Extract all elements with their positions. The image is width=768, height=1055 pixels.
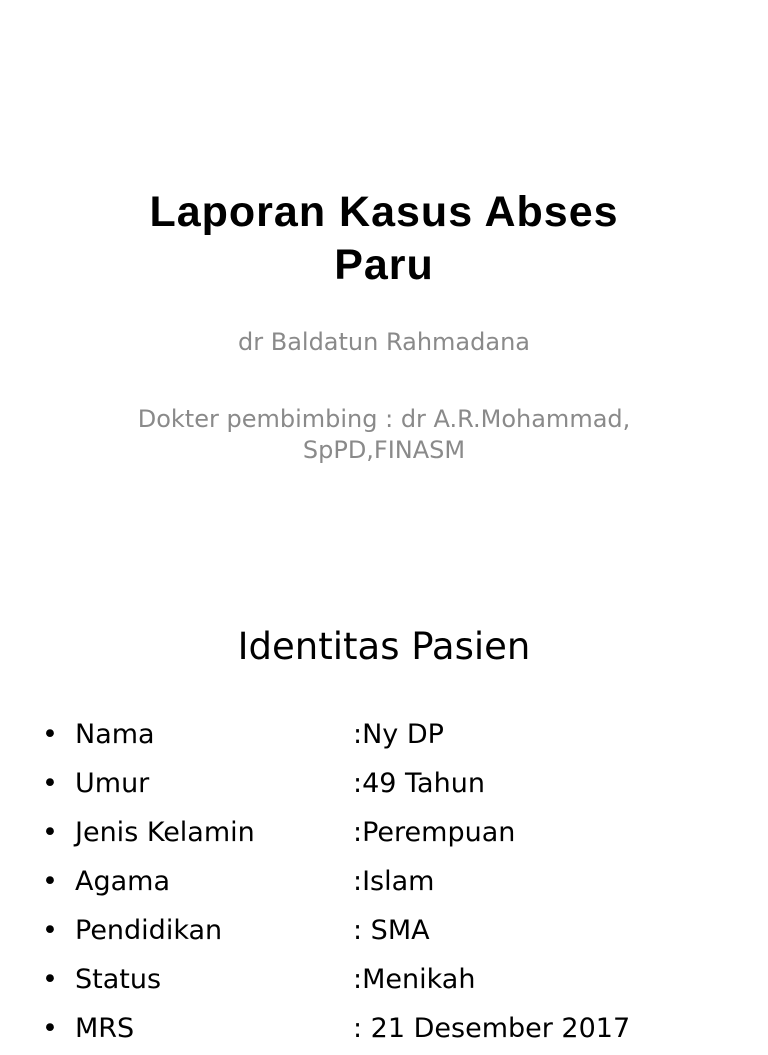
field-value: : SMA <box>353 915 430 946</box>
supervisor-text <box>90 404 678 466</box>
field-label: Pendidikan <box>75 915 223 946</box>
bullet-icon: • <box>42 817 58 848</box>
bullet-icon: • <box>42 964 58 995</box>
field-label: Umur <box>75 768 150 799</box>
slide-title-line-2: Paru <box>334 241 434 289</box>
field-value: :49 Tahun <box>353 768 485 799</box>
bullet-icon: • <box>42 1013 58 1044</box>
field-label: Agama <box>75 866 171 897</box>
field-value: :Menikah <box>353 964 476 995</box>
bullet-icon: • <box>42 768 58 799</box>
bullet-icon: • <box>42 719 58 750</box>
slide-title <box>0 186 768 292</box>
field-label: Jenis Kelamin <box>75 817 255 848</box>
section-title: Identitas Pasien <box>237 625 531 668</box>
field-label: Nama <box>75 719 155 750</box>
field-label: MRS <box>75 1013 135 1044</box>
bullet-icon: • <box>42 915 58 946</box>
author-name: dr Baldatun Rahmadana <box>238 328 530 356</box>
field-value: :Ny DP <box>353 719 444 750</box>
supervisor-line-2: SpPD,FINASM <box>302 436 466 464</box>
slide-title-line-1: Laporan Kasus Abses <box>149 188 619 236</box>
field-value: :Perempuan <box>353 817 516 848</box>
field-value: :Islam <box>353 866 435 897</box>
field-value: : 21 Desember 2017 <box>353 1013 631 1044</box>
field-label: Status <box>75 964 162 995</box>
bullet-icon: • <box>42 866 58 897</box>
identity-slide <box>0 576 768 1044</box>
supervisor-line-1: Dokter pembimbing : dr A.R.Mohammad, <box>137 405 631 433</box>
